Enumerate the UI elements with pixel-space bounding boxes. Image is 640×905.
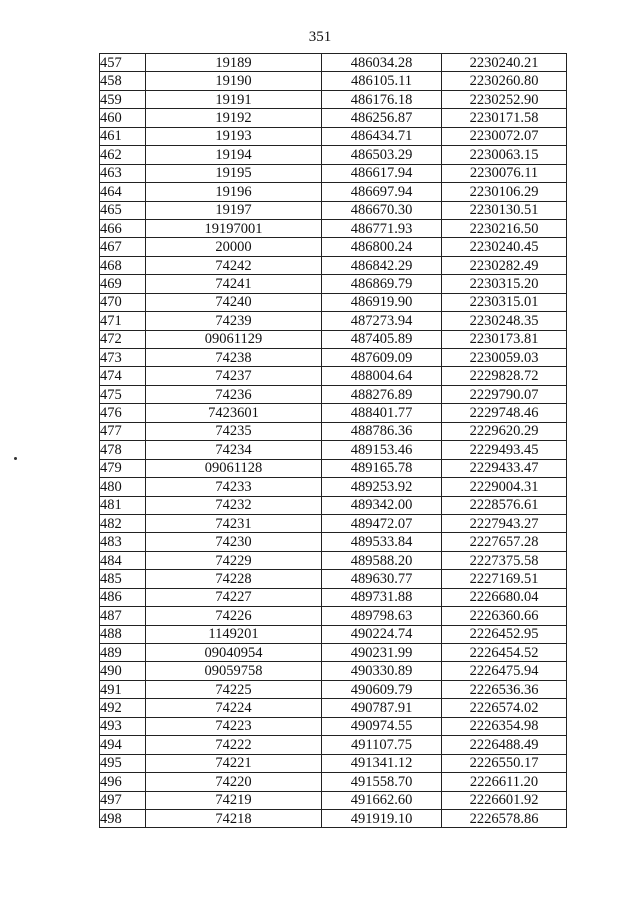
row-index-cell: 492 bbox=[100, 699, 146, 717]
x-coordinate-cell: 486434.71 bbox=[322, 127, 442, 145]
point-id-cell: 09040954 bbox=[146, 644, 322, 662]
y-coordinate-cell: 2230315.20 bbox=[442, 275, 567, 293]
y-coordinate-cell: 2226601.92 bbox=[442, 791, 567, 809]
point-id-cell: 74235 bbox=[146, 422, 322, 440]
point-id-cell: 74223 bbox=[146, 717, 322, 735]
row-index-cell: 486 bbox=[100, 588, 146, 606]
row-index-cell: 474 bbox=[100, 367, 146, 385]
point-id-cell: 74231 bbox=[146, 514, 322, 532]
y-coordinate-cell: 2230248.35 bbox=[442, 312, 567, 330]
point-id-cell: 74239 bbox=[146, 312, 322, 330]
table-row bbox=[100, 791, 567, 809]
table-row bbox=[100, 183, 567, 201]
row-index-cell: 470 bbox=[100, 293, 146, 311]
x-coordinate-cell: 491107.75 bbox=[322, 736, 442, 754]
point-id-cell: 19193 bbox=[146, 127, 322, 145]
table-row bbox=[100, 754, 567, 772]
x-coordinate-cell: 486697.94 bbox=[322, 183, 442, 201]
x-coordinate-cell: 490330.89 bbox=[322, 662, 442, 680]
y-coordinate-cell: 2230130.51 bbox=[442, 201, 567, 219]
point-id-cell: 19197001 bbox=[146, 219, 322, 237]
point-id-cell: 74222 bbox=[146, 736, 322, 754]
x-coordinate-cell: 488401.77 bbox=[322, 404, 442, 422]
y-coordinate-cell: 2230059.03 bbox=[442, 349, 567, 367]
table-row bbox=[100, 533, 567, 551]
row-index-cell: 490 bbox=[100, 662, 146, 680]
y-coordinate-cell: 2230240.45 bbox=[442, 238, 567, 256]
row-index-cell: 489 bbox=[100, 644, 146, 662]
table-row bbox=[100, 459, 567, 477]
y-coordinate-cell: 2227375.58 bbox=[442, 551, 567, 569]
point-id-cell: 19194 bbox=[146, 146, 322, 164]
table-row bbox=[100, 201, 567, 219]
x-coordinate-cell: 489731.88 bbox=[322, 588, 442, 606]
table-row bbox=[100, 385, 567, 403]
table-row bbox=[100, 588, 567, 606]
table-row bbox=[100, 54, 567, 72]
x-coordinate-cell: 489253.92 bbox=[322, 478, 442, 496]
point-id-cell: 74219 bbox=[146, 791, 322, 809]
x-coordinate-cell: 486503.29 bbox=[322, 146, 442, 164]
x-coordinate-cell: 486034.28 bbox=[322, 54, 442, 72]
x-coordinate-cell: 488004.64 bbox=[322, 367, 442, 385]
x-coordinate-cell: 487405.89 bbox=[322, 330, 442, 348]
table-row bbox=[100, 349, 567, 367]
x-coordinate-cell: 486617.94 bbox=[322, 164, 442, 182]
table-row bbox=[100, 422, 567, 440]
point-id-cell: 74226 bbox=[146, 607, 322, 625]
x-coordinate-cell: 486670.30 bbox=[322, 201, 442, 219]
row-index-cell: 464 bbox=[100, 183, 146, 201]
x-coordinate-cell: 486800.24 bbox=[322, 238, 442, 256]
x-coordinate-cell: 490609.79 bbox=[322, 680, 442, 698]
x-coordinate-cell: 487273.94 bbox=[322, 312, 442, 330]
table-row bbox=[100, 478, 567, 496]
y-coordinate-cell: 2226488.49 bbox=[442, 736, 567, 754]
y-coordinate-cell: 2229620.29 bbox=[442, 422, 567, 440]
point-id-cell: 09061128 bbox=[146, 459, 322, 477]
table-row bbox=[100, 238, 567, 256]
table-row bbox=[100, 127, 567, 145]
x-coordinate-cell: 486176.18 bbox=[322, 90, 442, 108]
point-id-cell: 74234 bbox=[146, 441, 322, 459]
row-index-cell: 485 bbox=[100, 570, 146, 588]
x-coordinate-cell: 489165.78 bbox=[322, 459, 442, 477]
x-coordinate-cell: 486919.90 bbox=[322, 293, 442, 311]
table-row bbox=[100, 736, 567, 754]
table-row bbox=[100, 644, 567, 662]
x-coordinate-cell: 491662.60 bbox=[322, 791, 442, 809]
coordinates-table-body bbox=[100, 54, 567, 828]
point-id-cell: 20000 bbox=[146, 238, 322, 256]
table-row bbox=[100, 773, 567, 791]
y-coordinate-cell: 2230252.90 bbox=[442, 90, 567, 108]
x-coordinate-cell: 489153.46 bbox=[322, 441, 442, 459]
x-coordinate-cell: 488276.89 bbox=[322, 385, 442, 403]
y-coordinate-cell: 2226452.95 bbox=[442, 625, 567, 643]
coordinates-table bbox=[99, 53, 567, 828]
x-coordinate-cell: 489630.77 bbox=[322, 570, 442, 588]
y-coordinate-cell: 2230072.07 bbox=[442, 127, 567, 145]
table-row bbox=[100, 404, 567, 422]
y-coordinate-cell: 2229493.45 bbox=[442, 441, 567, 459]
y-coordinate-cell: 2226574.02 bbox=[442, 699, 567, 717]
table-row bbox=[100, 809, 567, 827]
y-coordinate-cell: 2226475.94 bbox=[442, 662, 567, 680]
y-coordinate-cell: 2227657.28 bbox=[442, 533, 567, 551]
point-id-cell: 74228 bbox=[146, 570, 322, 588]
x-coordinate-cell: 491341.12 bbox=[322, 754, 442, 772]
table-row bbox=[100, 570, 567, 588]
y-coordinate-cell: 2228576.61 bbox=[442, 496, 567, 514]
row-index-cell: 479 bbox=[100, 459, 146, 477]
row-index-cell: 482 bbox=[100, 514, 146, 532]
y-coordinate-cell: 2229004.31 bbox=[442, 478, 567, 496]
table-row bbox=[100, 514, 567, 532]
point-id-cell: 74241 bbox=[146, 275, 322, 293]
y-coordinate-cell: 2230216.50 bbox=[442, 219, 567, 237]
y-coordinate-cell: 2230260.80 bbox=[442, 72, 567, 90]
point-id-cell: 74240 bbox=[146, 293, 322, 311]
row-index-cell: 465 bbox=[100, 201, 146, 219]
table-row bbox=[100, 551, 567, 569]
point-id-cell: 19196 bbox=[146, 183, 322, 201]
row-index-cell: 477 bbox=[100, 422, 146, 440]
x-coordinate-cell: 489798.63 bbox=[322, 607, 442, 625]
y-coordinate-cell: 2226550.17 bbox=[442, 754, 567, 772]
x-coordinate-cell: 486105.11 bbox=[322, 72, 442, 90]
table-row bbox=[100, 496, 567, 514]
table-row bbox=[100, 293, 567, 311]
x-coordinate-cell: 490787.91 bbox=[322, 699, 442, 717]
y-coordinate-cell: 2226536.36 bbox=[442, 680, 567, 698]
table-row bbox=[100, 625, 567, 643]
y-coordinate-cell: 2229828.72 bbox=[442, 367, 567, 385]
point-id-cell: 74238 bbox=[146, 349, 322, 367]
row-index-cell: 494 bbox=[100, 736, 146, 754]
table-row bbox=[100, 367, 567, 385]
x-coordinate-cell: 489472.07 bbox=[322, 514, 442, 532]
x-coordinate-cell: 491919.10 bbox=[322, 809, 442, 827]
y-coordinate-cell: 2226611.20 bbox=[442, 773, 567, 791]
y-coordinate-cell: 2230076.11 bbox=[442, 164, 567, 182]
y-coordinate-cell: 2230173.81 bbox=[442, 330, 567, 348]
row-index-cell: 472 bbox=[100, 330, 146, 348]
y-coordinate-cell: 2226578.86 bbox=[442, 809, 567, 827]
y-coordinate-cell: 2226680.04 bbox=[442, 588, 567, 606]
row-index-cell: 460 bbox=[100, 109, 146, 127]
point-id-cell: 09061129 bbox=[146, 330, 322, 348]
y-coordinate-cell: 2227169.51 bbox=[442, 570, 567, 588]
y-coordinate-cell: 2230315.01 bbox=[442, 293, 567, 311]
point-id-cell: 1149201 bbox=[146, 625, 322, 643]
row-index-cell: 457 bbox=[100, 54, 146, 72]
y-coordinate-cell: 2230063.15 bbox=[442, 146, 567, 164]
point-id-cell: 74229 bbox=[146, 551, 322, 569]
point-id-cell: 74220 bbox=[146, 773, 322, 791]
row-index-cell: 467 bbox=[100, 238, 146, 256]
point-id-cell: 74230 bbox=[146, 533, 322, 551]
row-index-cell: 483 bbox=[100, 533, 146, 551]
point-id-cell: 19197 bbox=[146, 201, 322, 219]
row-index-cell: 459 bbox=[100, 90, 146, 108]
point-id-cell: 74225 bbox=[146, 680, 322, 698]
x-coordinate-cell: 486842.29 bbox=[322, 256, 442, 274]
row-index-cell: 491 bbox=[100, 680, 146, 698]
point-id-cell: 74233 bbox=[146, 478, 322, 496]
x-coordinate-cell: 486256.87 bbox=[322, 109, 442, 127]
table-row bbox=[100, 146, 567, 164]
table-row bbox=[100, 699, 567, 717]
table-row bbox=[100, 312, 567, 330]
point-id-cell: 74242 bbox=[146, 256, 322, 274]
row-index-cell: 481 bbox=[100, 496, 146, 514]
point-id-cell: 19190 bbox=[146, 72, 322, 90]
row-index-cell: 458 bbox=[100, 72, 146, 90]
row-index-cell: 461 bbox=[100, 127, 146, 145]
row-index-cell: 480 bbox=[100, 478, 146, 496]
point-id-cell: 74236 bbox=[146, 385, 322, 403]
row-index-cell: 476 bbox=[100, 404, 146, 422]
y-coordinate-cell: 2230171.58 bbox=[442, 109, 567, 127]
table-row bbox=[100, 607, 567, 625]
row-index-cell: 462 bbox=[100, 146, 146, 164]
row-index-cell: 484 bbox=[100, 551, 146, 569]
point-id-cell: 74221 bbox=[146, 754, 322, 772]
row-index-cell: 478 bbox=[100, 441, 146, 459]
y-coordinate-cell: 2227943.27 bbox=[442, 514, 567, 532]
table-row bbox=[100, 441, 567, 459]
row-index-cell: 463 bbox=[100, 164, 146, 182]
point-id-cell: 7423601 bbox=[146, 404, 322, 422]
y-coordinate-cell: 2229790.07 bbox=[442, 385, 567, 403]
table-row bbox=[100, 662, 567, 680]
row-index-cell: 496 bbox=[100, 773, 146, 791]
point-id-cell: 19195 bbox=[146, 164, 322, 182]
row-index-cell: 495 bbox=[100, 754, 146, 772]
row-index-cell: 488 bbox=[100, 625, 146, 643]
x-coordinate-cell: 489588.20 bbox=[322, 551, 442, 569]
point-id-cell: 19189 bbox=[146, 54, 322, 72]
y-coordinate-cell: 2229748.46 bbox=[442, 404, 567, 422]
x-coordinate-cell: 491558.70 bbox=[322, 773, 442, 791]
stray-mark bbox=[14, 457, 17, 460]
point-id-cell: 74218 bbox=[146, 809, 322, 827]
row-index-cell: 487 bbox=[100, 607, 146, 625]
row-index-cell: 471 bbox=[100, 312, 146, 330]
y-coordinate-cell: 2226454.52 bbox=[442, 644, 567, 662]
point-id-cell: 09059758 bbox=[146, 662, 322, 680]
y-coordinate-cell: 2226360.66 bbox=[442, 607, 567, 625]
row-index-cell: 493 bbox=[100, 717, 146, 735]
y-coordinate-cell: 2229433.47 bbox=[442, 459, 567, 477]
row-index-cell: 466 bbox=[100, 219, 146, 237]
table-row bbox=[100, 109, 567, 127]
row-index-cell: 473 bbox=[100, 349, 146, 367]
point-id-cell: 19191 bbox=[146, 90, 322, 108]
y-coordinate-cell: 2230240.21 bbox=[442, 54, 567, 72]
x-coordinate-cell: 490224.74 bbox=[322, 625, 442, 643]
x-coordinate-cell: 486771.93 bbox=[322, 219, 442, 237]
x-coordinate-cell: 488786.36 bbox=[322, 422, 442, 440]
point-id-cell: 19192 bbox=[146, 109, 322, 127]
row-index-cell: 475 bbox=[100, 385, 146, 403]
point-id-cell: 74237 bbox=[146, 367, 322, 385]
table-row bbox=[100, 72, 567, 90]
table-row bbox=[100, 330, 567, 348]
y-coordinate-cell: 2230106.29 bbox=[442, 183, 567, 201]
row-index-cell: 468 bbox=[100, 256, 146, 274]
page-number: 351 bbox=[308, 29, 332, 45]
x-coordinate-cell: 489342.00 bbox=[322, 496, 442, 514]
table-row bbox=[100, 164, 567, 182]
table-row bbox=[100, 717, 567, 735]
row-index-cell: 497 bbox=[100, 791, 146, 809]
point-id-cell: 74224 bbox=[146, 699, 322, 717]
point-id-cell: 74232 bbox=[146, 496, 322, 514]
table-row bbox=[100, 256, 567, 274]
table-row bbox=[100, 680, 567, 698]
x-coordinate-cell: 486869.79 bbox=[322, 275, 442, 293]
point-id-cell: 74227 bbox=[146, 588, 322, 606]
x-coordinate-cell: 487609.09 bbox=[322, 349, 442, 367]
x-coordinate-cell: 489533.84 bbox=[322, 533, 442, 551]
x-coordinate-cell: 490231.99 bbox=[322, 644, 442, 662]
x-coordinate-cell: 490974.55 bbox=[322, 717, 442, 735]
row-index-cell: 498 bbox=[100, 809, 146, 827]
table-row bbox=[100, 219, 567, 237]
y-coordinate-cell: 2230282.49 bbox=[442, 256, 567, 274]
y-coordinate-cell: 2226354.98 bbox=[442, 717, 567, 735]
table-row bbox=[100, 90, 567, 108]
row-index-cell: 469 bbox=[100, 275, 146, 293]
table-row bbox=[100, 275, 567, 293]
